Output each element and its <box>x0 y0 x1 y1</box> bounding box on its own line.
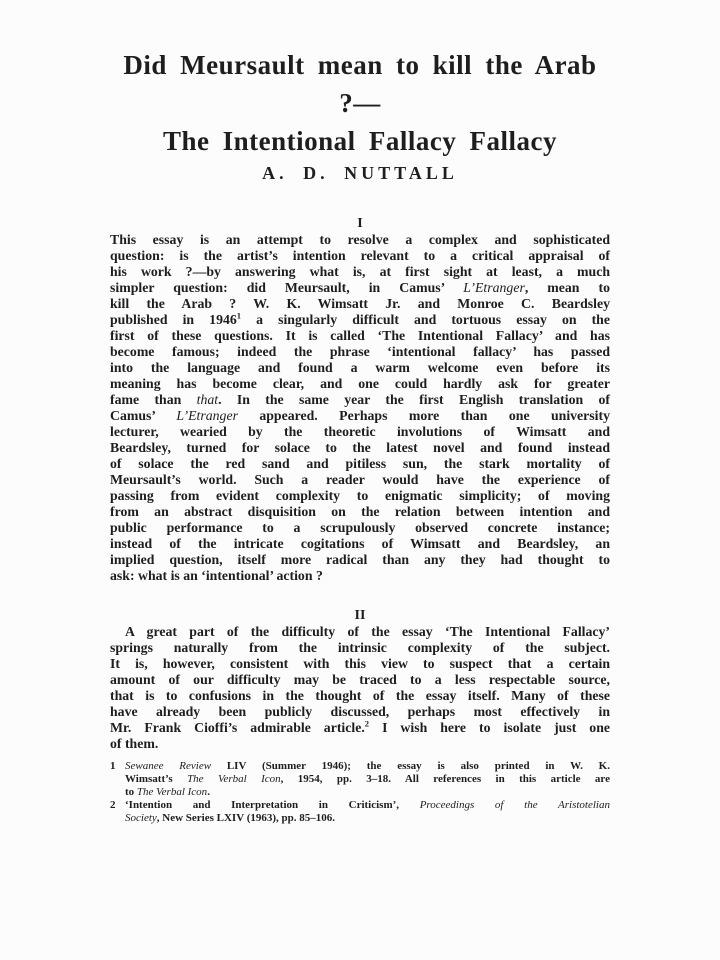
body-text-line: simpler question: did Meursault, in Camus’ L’Etranger, mean to <box>110 280 611 295</box>
footnote-text-line: Wimsatt’s The Verbal Icon, 1954, pp. 3–18. All references in this article are <box>125 773 610 785</box>
essay-body <box>110 216 610 752</box>
body-text-line: This essay is an attempt to resolve a complex and sophisticated <box>110 232 610 247</box>
essay-author: A. D. NUTTALL <box>262 163 458 183</box>
body-text-line: ask: what is an ‘intentional’ action ? <box>110 568 323 583</box>
body-text-line: of solace the red sand and pitiless sun, the stark mortality of <box>110 456 610 471</box>
footnote-number: 1 <box>110 760 116 772</box>
body-text-line: instead of the intricate cogitations of Wimsatt and Beardsley, an <box>110 536 610 551</box>
section-numeral: II <box>354 608 366 623</box>
footnote-reference-mark: 1 <box>236 310 242 321</box>
footnote-text-line: ‘Intention and Interpretation in Criticism’, Proceedings of the Aristotelian <box>125 799 610 811</box>
footnote-text-line: Society, New Series LXIV (1963), pp. 85–106. <box>125 812 336 824</box>
body-text-line: public performance to a scrupulously observed concrete instance; <box>110 520 610 535</box>
footnote-2 <box>110 799 610 825</box>
essay-title <box>110 46 610 160</box>
body-text-line: become famous; indeed the phrase ‘intentional fallacy’ has passed <box>110 344 610 359</box>
body-text-line: have already been publicly discussed, perhaps most effectively in <box>110 704 610 719</box>
essay-title-line-2: The Intentional Fallacy Fallacy <box>162 126 558 156</box>
italic-text: Society <box>125 812 157 824</box>
body-text-line: first of these questions. It is called ‘The Intentional Fallacy’ and has <box>110 328 610 343</box>
footnote-text <box>125 760 610 799</box>
essay-title-line-1: Did Meursault mean to kill the Arab ?— <box>123 50 597 118</box>
body-text-line: published in 1946$^1$ a singularly difficult and tortuous essay on the <box>110 310 610 327</box>
footnote-1 <box>110 760 610 799</box>
footnote-text-line: Sewanee Review LIV (Summer 1946); the essay is also printed in W. K. <box>125 760 610 772</box>
footnote-number: 2 <box>110 799 116 811</box>
italic-text: Sewanee Review <box>125 760 212 772</box>
body-text-line: into the language and found a warm welcome even before its <box>110 360 610 375</box>
italic-text: Proceedings of the Aristotelian <box>419 799 610 811</box>
body-text-line: Beardsley, turned for solace to the latest novel and found instead <box>110 440 610 455</box>
footnotes <box>110 760 610 825</box>
body-text-line: his work ?—by answering what is, at first sight at least, a much <box>110 264 610 279</box>
footnote-reference-mark: 2 <box>364 718 370 729</box>
body-text-line: amount of our difficulty may be traced to a less respectable source, <box>110 672 610 687</box>
body-text-line: meaning has become clear, and one could hardly ask for greater <box>110 376 610 391</box>
essay-section-ii <box>110 608 610 752</box>
body-text-line: of them. <box>110 736 159 751</box>
footnote-text <box>125 799 610 825</box>
body-text-line: passing from evident complexity to enigmatic simplicity; of moving <box>110 488 610 503</box>
body-text-line: springs naturally from the intrinsic complexity of the subject. <box>110 640 610 655</box>
italic-text: The Verbal Icon <box>187 773 281 785</box>
body-text-line: question: is the artist’s intention relevant to a critical appraisal of <box>110 248 610 263</box>
body-text-line: Meursault’s world. Such a reader would have the experience of <box>110 472 610 487</box>
body-text-line: that is to confusions in the thought of the essay itself. Many of these <box>110 688 610 703</box>
italic-text: L’Etranger <box>176 408 238 423</box>
essay-section-i <box>110 216 610 584</box>
body-text-line: It is, however, consistent with this view to suspect that a certain <box>110 656 610 671</box>
italic-text: L’Etranger <box>463 280 525 295</box>
page-content <box>110 0 610 825</box>
body-text-line: Camus’ L’Etranger appeared. Perhaps more than one university <box>110 408 610 423</box>
body-text-line: A great part of the difficulty of the essay ‘The Intentional Fallacy’ <box>125 624 610 639</box>
body-text-line: Mr. Frank Cioffi’s admirable article.$^2$ I wish here to isolate just one <box>110 718 610 735</box>
italic-text: The Verbal Icon <box>136 786 208 798</box>
body-text-line: fame than that. In the same year the first English translation of <box>110 392 610 407</box>
body-text-line: implied question, itself more radical than any they had thought to <box>110 552 610 567</box>
section-numeral: I <box>357 216 363 231</box>
italic-text: that <box>196 392 219 407</box>
body-text-line: kill the Arab ? W. K. Wimsatt Jr. and Monroe C. Beardsley <box>110 296 610 311</box>
body-text-line: lecturer, wearied by the theoretic involutions of Wimsatt and <box>110 424 610 439</box>
body-text-line: from an abstract disquisition on the relation between intention and <box>110 504 610 519</box>
footnote-text-line: to The Verbal Icon. <box>125 786 210 798</box>
